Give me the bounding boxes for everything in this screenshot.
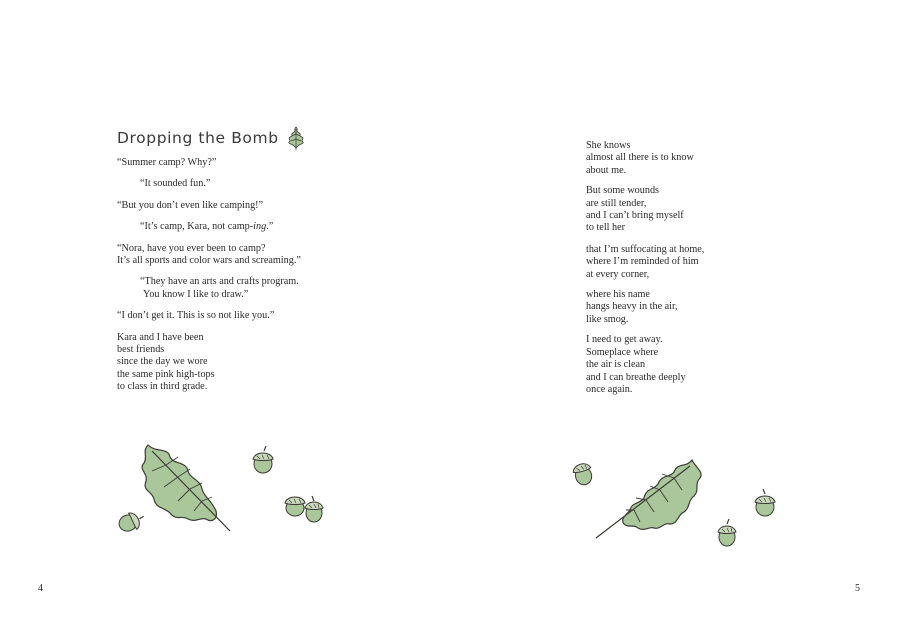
verse-line: She knows [586,140,631,151]
verse-line: like smog. [586,313,629,325]
oak-leaf-icon [285,125,307,151]
acorn-icon [285,497,305,516]
acorn-icon [755,489,775,516]
acorn-icon [718,519,736,546]
verse-line: I need to get away. [586,334,663,346]
dialogue-line: “Nora, have you ever been to camp? [117,242,266,254]
dialogue-line: “It sounded fun.” [140,178,211,190]
verse-line: about me. [586,164,627,176]
dialogue-line: “I don’t get it. This is so not like you.” [117,310,275,322]
verse-line: to tell her [586,222,626,234]
acorn-icon [572,462,595,487]
verse-line: are still tender, [586,197,647,209]
verse-line: once again. [586,383,633,395]
verse-line: Someplace where [586,346,659,358]
acorn-icon [253,446,273,473]
dialogue-line: “It’s camp, Kara, not camp-ing.” [140,221,274,233]
verse-line: that I’m suffocating at home, [586,243,705,255]
verse-line: hangs heavy in the air, [586,301,678,313]
verse-line: where I’m reminded of him [586,256,699,268]
dialogue-line: “But you don’t even like camping!” [117,199,264,211]
dialogue-line: You know I like to draw.” [143,288,249,300]
verse-line: the air is clean [586,359,646,371]
left-poem-body [117,157,367,394]
dialogue-line: It’s all sports and color wars and screaming.” [117,255,301,267]
verse-line: But some wounds [586,185,660,197]
verse-line: where his name [586,289,650,301]
verse-line: and I can’t bring myself [586,210,684,222]
poem-title-row [117,124,307,152]
verse-line: the same pink high-tops [117,368,215,380]
right-poem-body [586,140,786,396]
verse-line: almost all there is to know [586,152,694,164]
acorn-icon [116,509,147,535]
verse-line: best friends [117,344,165,356]
page-number: 5 [855,583,860,594]
verse-line: at every corner, [586,268,650,280]
verse-line: Kara and I have been [117,331,204,343]
oak-leaf-icon [142,445,230,531]
leaf-acorn-illustration [562,448,787,553]
dialogue-line: “Summer camp? Why?” [117,157,217,168]
verse-line: to class in third grade. [117,381,208,393]
poem-title: Dropping the Bomb [117,129,279,147]
leaf-acorn-illustration [108,435,338,545]
acorn-icon [305,496,323,522]
verse-line: since the day we wore [117,356,208,368]
dialogue-line: “They have an arts and crafts program. [140,276,299,288]
emphasis-text: ing [253,221,267,233]
oak-leaf-icon [596,460,701,538]
verse-line: and I can breathe deeply [586,371,686,383]
page-number: 4 [38,583,43,594]
